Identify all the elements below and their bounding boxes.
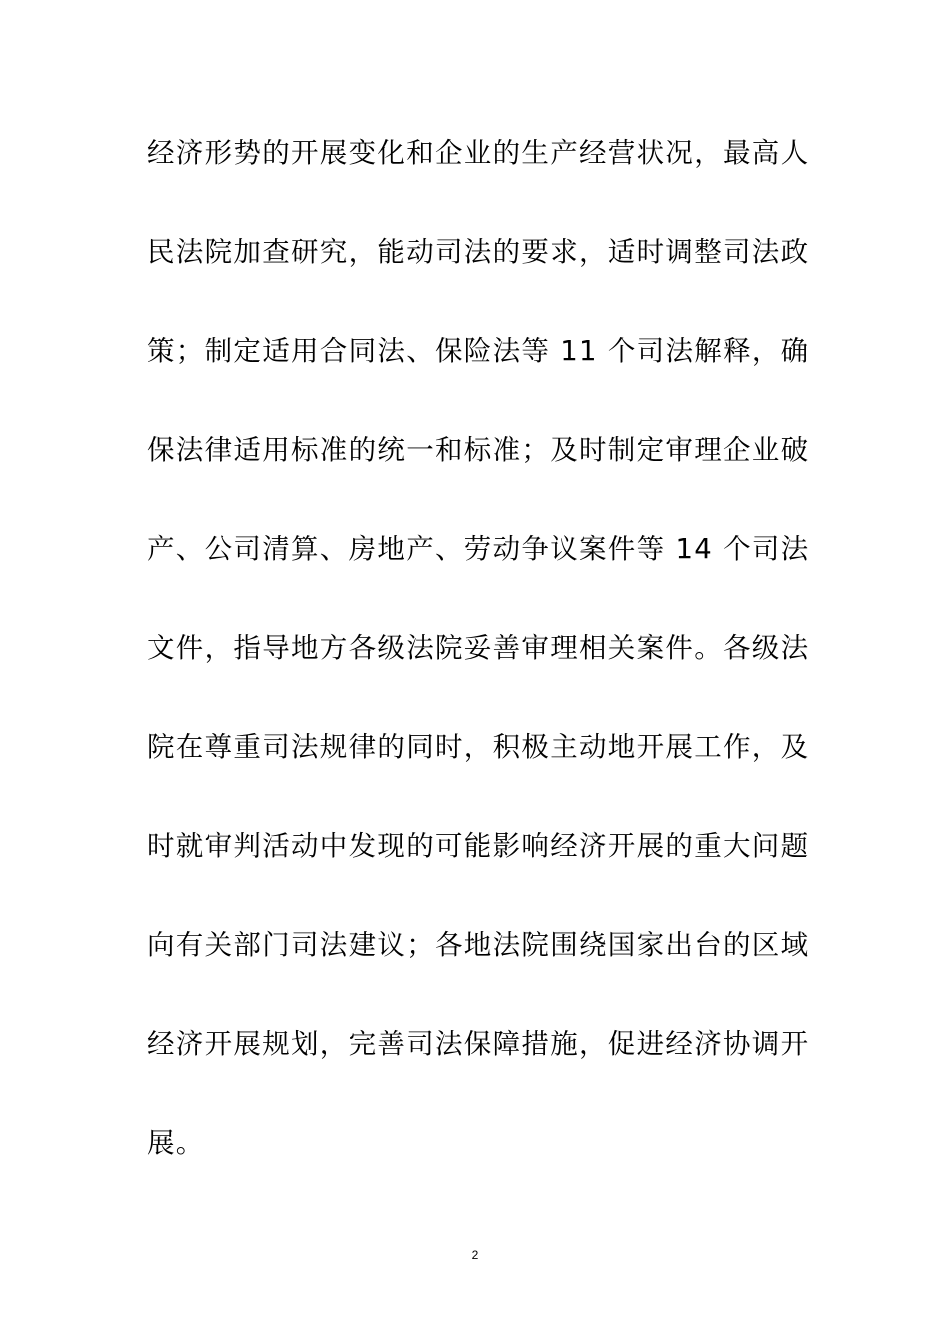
text-line-6: 文件，指导地方各级法院妥善审理相关案件。各级法 xyxy=(147,632,810,664)
text-line-1: 经济形势的开展变化和企业的生产经营状况，最高人 xyxy=(147,137,810,169)
text-line-5: 产、公司清算、房地产、劳动争议案件等 14 个司法 xyxy=(147,533,810,565)
page-number: 2 xyxy=(471,1248,479,1262)
text-line-11: 展。 xyxy=(147,1127,205,1159)
text-line-7: 院在尊重司法规律的同时，积极主动地开展工作，及 xyxy=(147,731,810,763)
text-line-2: 民法院加查研究，能动司法的要求，适时调整司法政 xyxy=(147,236,810,268)
text-line-10: 经济开展规划，完善司法保障措施，促进经济协调开 xyxy=(147,1028,810,1060)
text-line-8: 时就审判活动中发现的可能影响经济开展的重大问题 xyxy=(147,830,810,862)
body-paragraph xyxy=(147,127,817,1216)
text-line-4: 保法律适用标准的统一和标准；及时制定审理企业破 xyxy=(147,434,810,466)
text-line-3: 策；制定适用合同法、保险法等 11 个司法解释，确 xyxy=(147,335,810,367)
text-line-9: 向有关部门司法建议；各地法院围绕国家出台的区域 xyxy=(147,929,810,961)
